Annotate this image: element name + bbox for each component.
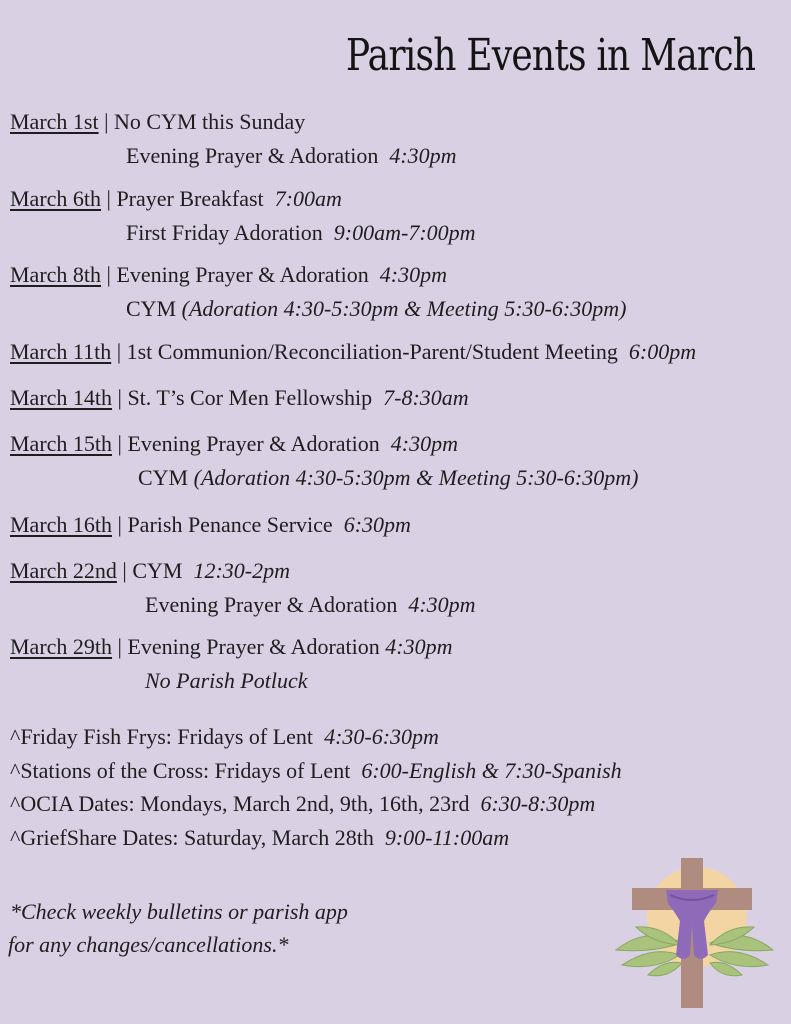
event-line bbox=[145, 592, 476, 618]
disclaimer-line-1: *Check weekly bulletins or parish app bbox=[10, 899, 348, 924]
event-separator: | bbox=[101, 262, 117, 287]
note-line bbox=[10, 791, 595, 817]
event-line bbox=[10, 385, 469, 411]
event-date: March 15th bbox=[10, 431, 113, 456]
event-text: CYM bbox=[126, 296, 177, 321]
event-date: March 16th bbox=[10, 512, 113, 537]
event-date: March 11th bbox=[10, 339, 112, 364]
event-time: 4:30pm bbox=[390, 431, 458, 456]
event-line bbox=[145, 668, 308, 694]
event-time: (Adoration 4:30-5:30pm & Meeting 5:30-6:30pm) bbox=[193, 465, 639, 490]
event-time: 6:00pm bbox=[628, 339, 697, 364]
event-line bbox=[10, 634, 453, 660]
event-date: March 29th bbox=[10, 634, 113, 659]
event-text: Evening Prayer & Adoration bbox=[127, 431, 380, 456]
event-line bbox=[10, 109, 305, 135]
event-separator: | bbox=[101, 186, 117, 211]
event-date: March 22nd bbox=[10, 558, 117, 583]
cross-with-purple-drape-and-palms-icon bbox=[612, 855, 777, 1010]
event-time: 6:30pm bbox=[343, 512, 411, 537]
event-separator: | bbox=[112, 431, 128, 456]
note-text: ^OCIA Dates: Mondays, March 2nd, 9th, 16th, 23rd bbox=[10, 791, 470, 816]
event-separator: | bbox=[116, 558, 133, 583]
event-line bbox=[138, 465, 638, 491]
event-line bbox=[126, 296, 626, 322]
event-separator: | bbox=[98, 109, 114, 134]
event-text: Evening Prayer & Adoration bbox=[145, 592, 398, 617]
event-line bbox=[10, 431, 458, 457]
event-text: CYM bbox=[132, 558, 183, 583]
note-line bbox=[10, 758, 622, 784]
note-time: 6:00-English & 7:30-Spanish bbox=[361, 758, 622, 783]
event-text: CYM bbox=[138, 465, 189, 490]
event-date: March 1st bbox=[10, 109, 99, 134]
disclaimer-line-2: for any changes/cancellations.* bbox=[8, 932, 289, 957]
event-note: No Parish Potluck bbox=[145, 668, 308, 693]
event-separator: | bbox=[112, 634, 128, 659]
event-time: 7:00am bbox=[274, 186, 342, 211]
event-separator: | bbox=[112, 385, 128, 410]
event-separator: | bbox=[111, 339, 127, 364]
event-text: Parish Penance Service bbox=[127, 512, 333, 537]
event-text: Evening Prayer & Adoration bbox=[116, 262, 369, 287]
event-date: March 8th bbox=[10, 262, 102, 287]
event-time: 4:30pm bbox=[389, 143, 457, 168]
note-text: ^GriefShare Dates: Saturday, March 28th bbox=[10, 825, 374, 850]
event-line bbox=[10, 339, 696, 365]
event-text: First Friday Adoration bbox=[126, 220, 323, 245]
event-line bbox=[10, 262, 447, 288]
event-line bbox=[10, 558, 290, 584]
event-time: 4:30pm bbox=[408, 592, 476, 617]
event-time: 4:30pm bbox=[385, 634, 453, 659]
event-time: 7-8:30am bbox=[383, 385, 469, 410]
note-line bbox=[10, 724, 439, 750]
event-text: St. T’s Cor Men Fellowship bbox=[127, 385, 373, 410]
event-line bbox=[10, 186, 342, 212]
event-time: 4:30pm bbox=[379, 262, 447, 287]
note-text: ^Friday Fish Frys: Fridays of Lent bbox=[10, 724, 314, 749]
event-date: March 6th bbox=[10, 186, 102, 211]
event-time: (Adoration 4:30-5:30pm & Meeting 5:30-6:30pm) bbox=[181, 296, 627, 321]
event-line bbox=[126, 220, 476, 246]
event-time: 9:00am-7:00pm bbox=[333, 220, 476, 245]
note-text: ^Stations of the Cross: Fridays of Lent bbox=[10, 758, 351, 783]
note-time: 4:30-6:30pm bbox=[324, 724, 439, 749]
event-text: No CYM this Sunday bbox=[114, 109, 306, 134]
event-separator: | bbox=[112, 512, 128, 537]
event-line bbox=[126, 143, 457, 169]
event-text: 1st Communion/Reconciliation-Parent/Student Meeting bbox=[126, 339, 618, 364]
note-line bbox=[10, 825, 509, 851]
event-text: Evening Prayer & Adoration bbox=[127, 634, 380, 659]
event-time: 12:30-2pm bbox=[193, 558, 290, 583]
note-time: 9:00-11:00am bbox=[384, 825, 510, 850]
note-time: 6:30-8:30pm bbox=[480, 791, 596, 816]
event-date: March 14th bbox=[10, 385, 113, 410]
event-text: Evening Prayer & Adoration bbox=[126, 143, 379, 168]
event-text: Prayer Breakfast bbox=[116, 186, 264, 211]
event-line bbox=[10, 512, 411, 538]
page-title: Parish Events in March bbox=[345, 30, 755, 81]
